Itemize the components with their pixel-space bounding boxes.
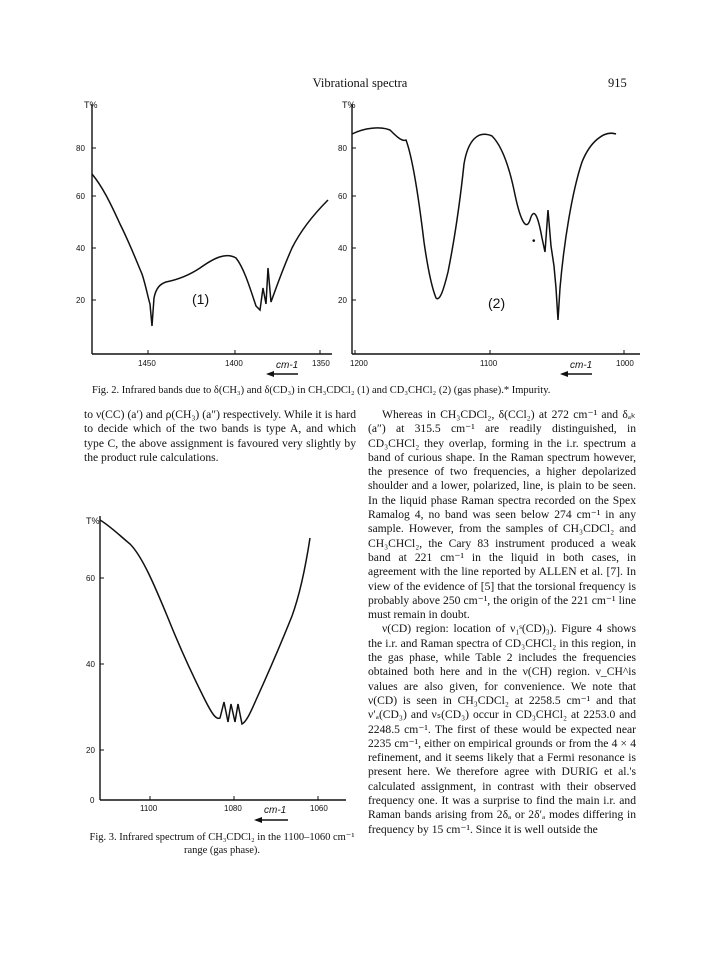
panel2-y-tick: 20 [338,296,347,305]
figure-2-caption: Fig. 2. Infrared bands due to δ(CH₃) and δ(CD₃) in CH₃CDCl₂ (1) and CD₃CHCl₂ (2) (gas phase).* Impurity. [92,385,551,396]
figure-3-caption: Fig. 3. Infrared spectrum of CH₃CDCl₂ in the 1100–1060 cm⁻¹ range (gas phase). [89,832,355,856]
panel2-y-tick: 80 [338,144,347,153]
running-header: Vibrational spectra [312,76,408,90]
panel1-spectrum [92,174,328,326]
fig3-y-tick: 20 [86,746,95,755]
panel2-y-axis-label: T% [342,100,356,110]
fig3-y-tick: 0 [90,796,95,805]
panel1-y-tick: 80 [76,144,85,153]
figure-2-plot [76,92,640,382]
left-column [84,408,356,465]
panel1-y-tick: 40 [76,244,85,253]
fig3-x-tick: 1080 [224,804,242,813]
figure-2 [76,92,640,382]
figure-3 [84,508,354,828]
panel2-label: (2) [488,295,506,311]
panel1-label: (1) [192,291,210,307]
panel1-x-tick: 1450 [138,359,156,368]
panel2-y-tick: 60 [338,192,347,201]
left-paragraph: to ν(CC) (a′) and ρ(CH₃) (a″) respectively. While it is hard to decide which of the two bands is type A, and which type C, the above assignment is favoured very slightly by the product rule calculations. [84,408,356,464]
panel2-unit: cm-1 [570,360,593,371]
panel2-x-tick: 1000 [616,359,634,368]
panel1-x-tick: 1350 [312,359,330,368]
panel2-spectrum [352,128,616,320]
fig3-spectrum [100,520,310,724]
panel2-x-tick: 1200 [350,359,368,368]
page-number: 915 [608,76,627,90]
right-paragraph-2: ν(CD) region: location of ν₁ˢ(CD)₃). Figure 4 shows the i.r. and Raman spectra of CD₃CHCl₂ in this region, in the gas phase, while Table 2 includes the frequencies obtained both here and in the ν(CH) region. ν_CH^is values are also given, for convenience. We note that ν(CD) is seen in CH₃CDCl₂ at 2258.5 cm⁻¹ and that ν′ₐ(CD₃) and νₛ(CD₃) occur in CD₃CHCl₂ at 2253.0 and 2248.5 cm⁻¹. The first of these would be expected near 2235 cm⁻¹, either on empirical grounds or from the 4 × 4 refinement, and it seems likely that a Fermi resonance is present here. We therefore agree with DURIG et al.'s calculated assignment, in contrast with their observed frequency one. It was a surprise to find the main i.r. and Raman bands arising from 2δₐ or 2δ′ₐ modes differing in frequency by 15 cm⁻¹. Since it is well outside the [368,622,636,836]
figure-3-plot [84,508,354,828]
right-paragraph-1: Whereas in CH₃CDCl₂, δ(CCl₂) at 272 cm⁻¹ and δₐₖ (a″) at 315.5 cm⁻¹ are readily distinguished, in CD₃CHCl₂ they overlap, forming in the i.r. spectrum a band of curious shape. In the Raman spectrum however, the presence of two frequencies, a higher depolarized shoulder and a lower, polarized, line, is plain to be seen. In the liquid phase Raman spectra recorded on the Spex Ramalog 4, no band was seen below 274 cm⁻¹ in any sample. However, from the samples of CH₃CDCl₂ and CH₃CHCl₂, the Cary 83 instrument produced a weak band at 221 cm⁻¹ in the liquid in both cases, in agreement with the line reported by ALLEN et al. [7]. In view of the evidence of [5] that the torsional frequency is probably above 250 cm⁻¹, the origin of the 221 cm⁻¹ line must remain in doubt. [368,408,636,622]
panel1-y-tick: 60 [76,192,85,201]
fig3-x-tick: 1060 [310,804,328,813]
fig3-y-tick: 40 [86,660,95,669]
impurity-marker: • [532,236,536,247]
fig3-x-tick: 1100 [140,804,158,813]
panel2-x-tick: 1100 [480,359,498,368]
panel2-y-tick: 40 [338,244,347,253]
fig3-y-tick: 60 [86,574,95,583]
panel1-y-tick: 20 [76,296,85,305]
panel1-unit: cm-1 [276,360,299,371]
right-column [368,408,636,837]
fig3-unit: cm-1 [264,805,287,816]
fig3-y-axis-label: T% [86,516,100,526]
panel1-y-axis-label: T% [84,100,98,110]
panel1-x-tick: 1400 [225,359,243,368]
